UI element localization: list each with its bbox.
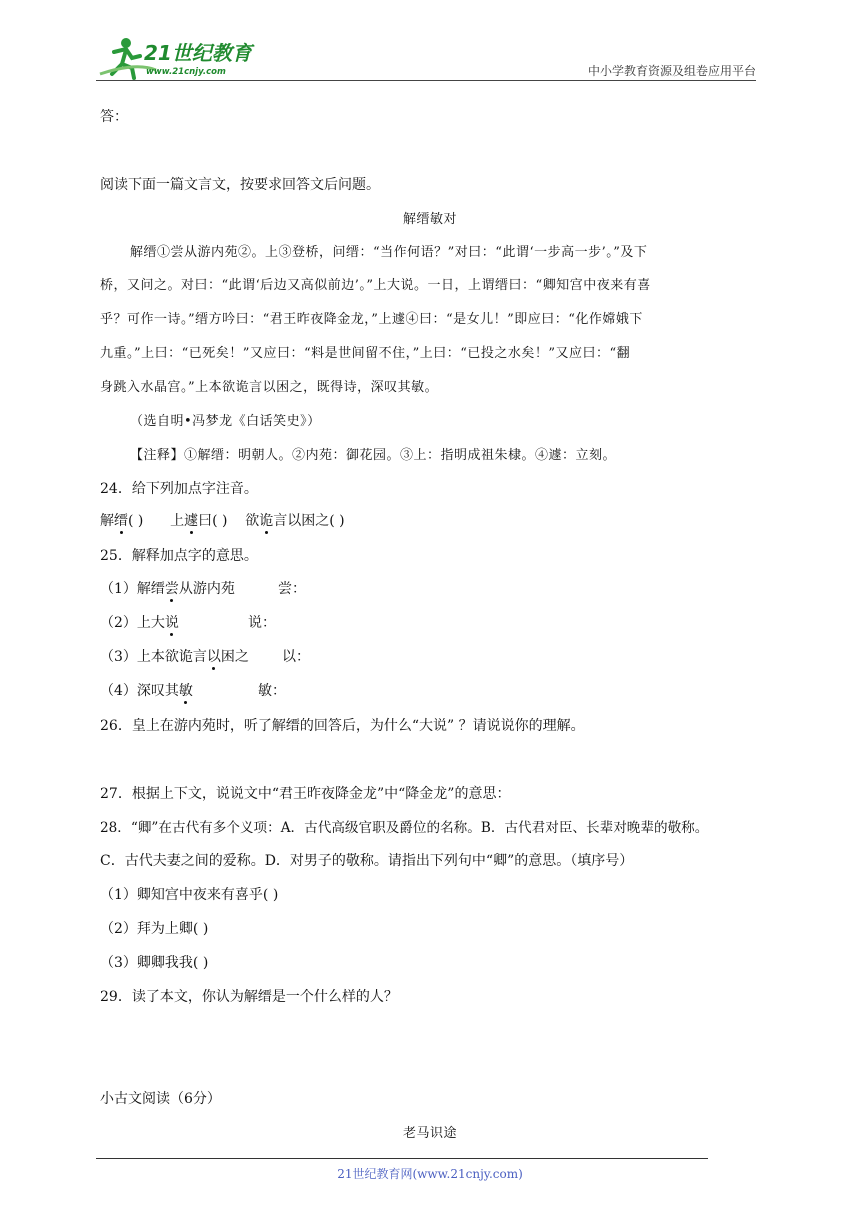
passage-line: 九重。”上曰：“已死矣！”又应曰：“料是世间留不住，”上曰：“已投之水矣！”又应曰：“翻 (100, 346, 631, 361)
logo-url: www.21cnjy.com (146, 67, 226, 77)
q28-item: （2）拜为上卿( ) (100, 921, 209, 937)
q25-label: 尝： (278, 581, 306, 597)
passage-source: （选自明•冯梦龙《白话笑史》） (130, 414, 321, 429)
logo-text: 21世纪教育 (144, 41, 252, 65)
q25-item: （1）解缙尝从游内苑 (100, 578, 235, 598)
q28-line2: C．古代夫妻之间的爱称。D．对男子的敬称。请指出下列句中“卿”的意思。（填序号） (100, 853, 634, 869)
header-divider (96, 80, 756, 81)
q29-text: 29．读了本文，你认为解缙是一个什么样的人？ (100, 989, 398, 1005)
reading-intro: 阅读下面一篇文言文，按要求回答文后问题。 (100, 177, 380, 193)
q25-label: 敏： (258, 683, 286, 699)
section2-heading: 小古文阅读（6分） (100, 1091, 221, 1107)
passage-line: 乎？可作一诗。”缙方吟曰：“君王昨夜降金龙，”上遽④曰：“是女儿！”即应曰：“化作嫦娥下 (100, 312, 643, 327)
q24-item: 上遽曰( ) (170, 513, 227, 529)
q28-item: （3）卿卿我我( ) (100, 955, 209, 971)
section2-title: 老马识途 (402, 1126, 457, 1141)
q25-title: 25．解释加点字的意思。 (100, 548, 258, 564)
passage-line: 身跳入水晶宫。”上本欲诡言以困之，既得诗，深叹其敏。 (100, 380, 439, 395)
q28-line1: 28．“卿”在古代有多个义项：A．古代高级官职及爵位的名称。B．古代君对臣、长辈对晚辈的敬称。 (100, 820, 709, 836)
passage-line: 解缙①尝从游内苑②。上③登桥，问缙：“当作何语？”对曰：“此谓‘一步高一步’。”及下 (130, 245, 648, 260)
q25-label: 说： (248, 615, 276, 631)
q25-item: （3）上本欲诡言以困之 (100, 646, 249, 666)
site-logo (96, 34, 266, 82)
q25-item: （4）深叹其敏 (100, 680, 193, 700)
footer-divider (96, 1158, 708, 1159)
platform-name: 中小学教育资源及组卷应用平台 (587, 64, 756, 78)
q24-item: 解缙( ) (100, 513, 143, 529)
q27-text: 27．根据上下文，说说文中“君王昨夜降金龙”中“降金龙”的意思： (100, 786, 511, 802)
q26-text: 26．皇上在游内苑时，听了解缙的回答后，为什么“大说” ？请说说你的理解。 (100, 718, 585, 734)
q25-item: （2）上大说 (100, 612, 179, 632)
q28-item: （1）卿知宫中夜来有喜乎( ) (100, 887, 279, 903)
q24-items (100, 510, 345, 530)
passage-line: 桥，又问之。对曰：“此谓‘后边又高似前边’。”上大说。一日，上谓缙曰：“卿知宫中夜来有喜 (100, 278, 651, 293)
answer-label: 答： (100, 109, 128, 125)
q24-title: 24．给下列加点字注音。 (100, 481, 258, 497)
footer-link[interactable]: 21世纪教育网(www.21cnjy.com) (337, 1167, 523, 1181)
passage-title: 解缙敏对 (402, 212, 457, 227)
passage-notes: 【注释】①解缙：明朝人。②内苑：御花园。③上：指明成祖朱棣。④遽：立刻。 (130, 448, 617, 463)
q25-label: 以： (282, 649, 310, 665)
q24-item: 欲诡言以困之( ) (245, 513, 344, 529)
